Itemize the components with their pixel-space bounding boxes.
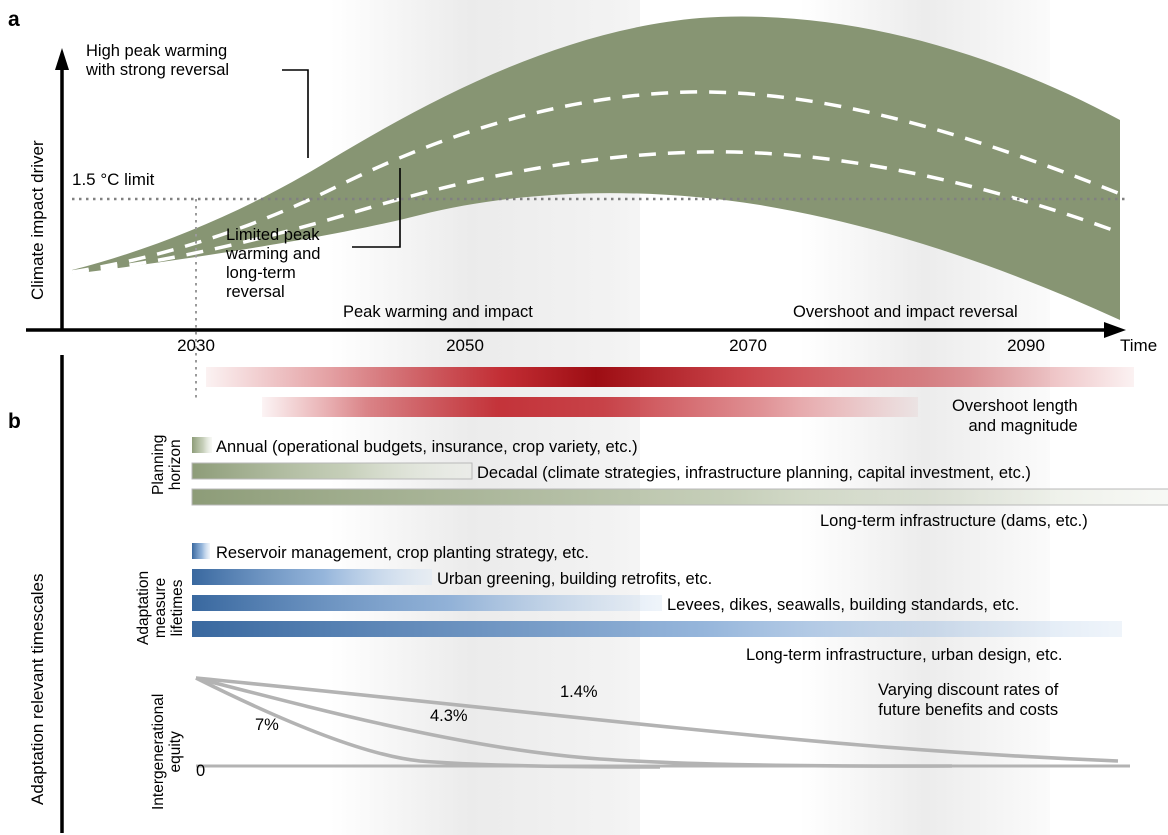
overshoot-bar-2 (262, 397, 918, 417)
bar-annual (192, 437, 212, 453)
limit-label: 1.5 °C limit (72, 170, 155, 189)
bar-levees-dikes (192, 595, 662, 611)
panel-a-y-axis-label: Climate impact driver (28, 140, 47, 300)
era-label-peak: Peak warming and impact (343, 303, 533, 321)
bar-long-term-infrastructure-urban (192, 621, 1122, 637)
panel-a-letter: a (8, 8, 20, 31)
tick-2070: 2070 (729, 336, 767, 355)
overshoot-bar-1 (206, 367, 1134, 387)
leader-high-peak (282, 70, 308, 158)
bar-label-long-term-infrastructure-dams: Long-term infrastructure (dams, etc.) (820, 512, 1088, 530)
x-axis-label: Time (1120, 336, 1158, 355)
discount-label-0: 0 (196, 762, 206, 780)
tick-2030: 2030 (177, 336, 215, 355)
bar-reservoir-management (192, 543, 210, 559)
group-label-intergenerational-equity: Intergenerational equity (150, 693, 184, 810)
discount-label-4-3: 4.3% (430, 707, 468, 725)
panel-b-letter: b (8, 410, 21, 433)
panel-a-y-arrow (55, 48, 69, 70)
era-label-overshoot: Overshoot and impact reversal (793, 303, 1018, 321)
discount-label-1-4: 1.4% (560, 683, 598, 701)
tick-2050: 2050 (446, 336, 484, 355)
annotation-limited-peak: Limited peak warming and long-term reversal (226, 226, 321, 301)
bar-label-levees-dikes: Levees, dikes, seawalls, building standards, etc. (667, 596, 1020, 614)
bar-label-decadal: Decadal (climate strategies, infrastructure planning, capital investment, etc.) (477, 464, 1031, 482)
bar-label-reservoir-management: Reservoir management, crop planting strategy, etc. (216, 544, 589, 562)
bar-urban-greening (192, 569, 432, 585)
panel-b-y-axis-label: Adaptation relevant timescales (28, 573, 47, 805)
bar-long-term-infrastructure-dams (192, 489, 1168, 505)
bar-label-annual: Annual (operational budgets, insurance, crop variety, etc.) (216, 438, 638, 456)
discount-legend-label: Varying discount rates of future benefits and costs (878, 681, 1059, 719)
bar-label-urban-greening: Urban greening, building retrofits, etc. (437, 570, 713, 588)
overshoot-legend-label: Overshoot length and magnitude (952, 397, 1078, 435)
bar-decadal (192, 463, 472, 479)
discount-label-7: 7% (255, 716, 279, 734)
annotation-high-peak: High peak warming with strong reversal (86, 42, 230, 79)
group-label-adaptation-measure-lifetimes: Adaptation measure lifetimes (135, 570, 186, 645)
bar-label-long-term-infrastructure-urban: Long-term infrastructure, urban design, etc. (746, 646, 1063, 664)
group-label-planning-horizon: Planning horizon (150, 434, 184, 495)
tick-2090: 2090 (1007, 336, 1045, 355)
